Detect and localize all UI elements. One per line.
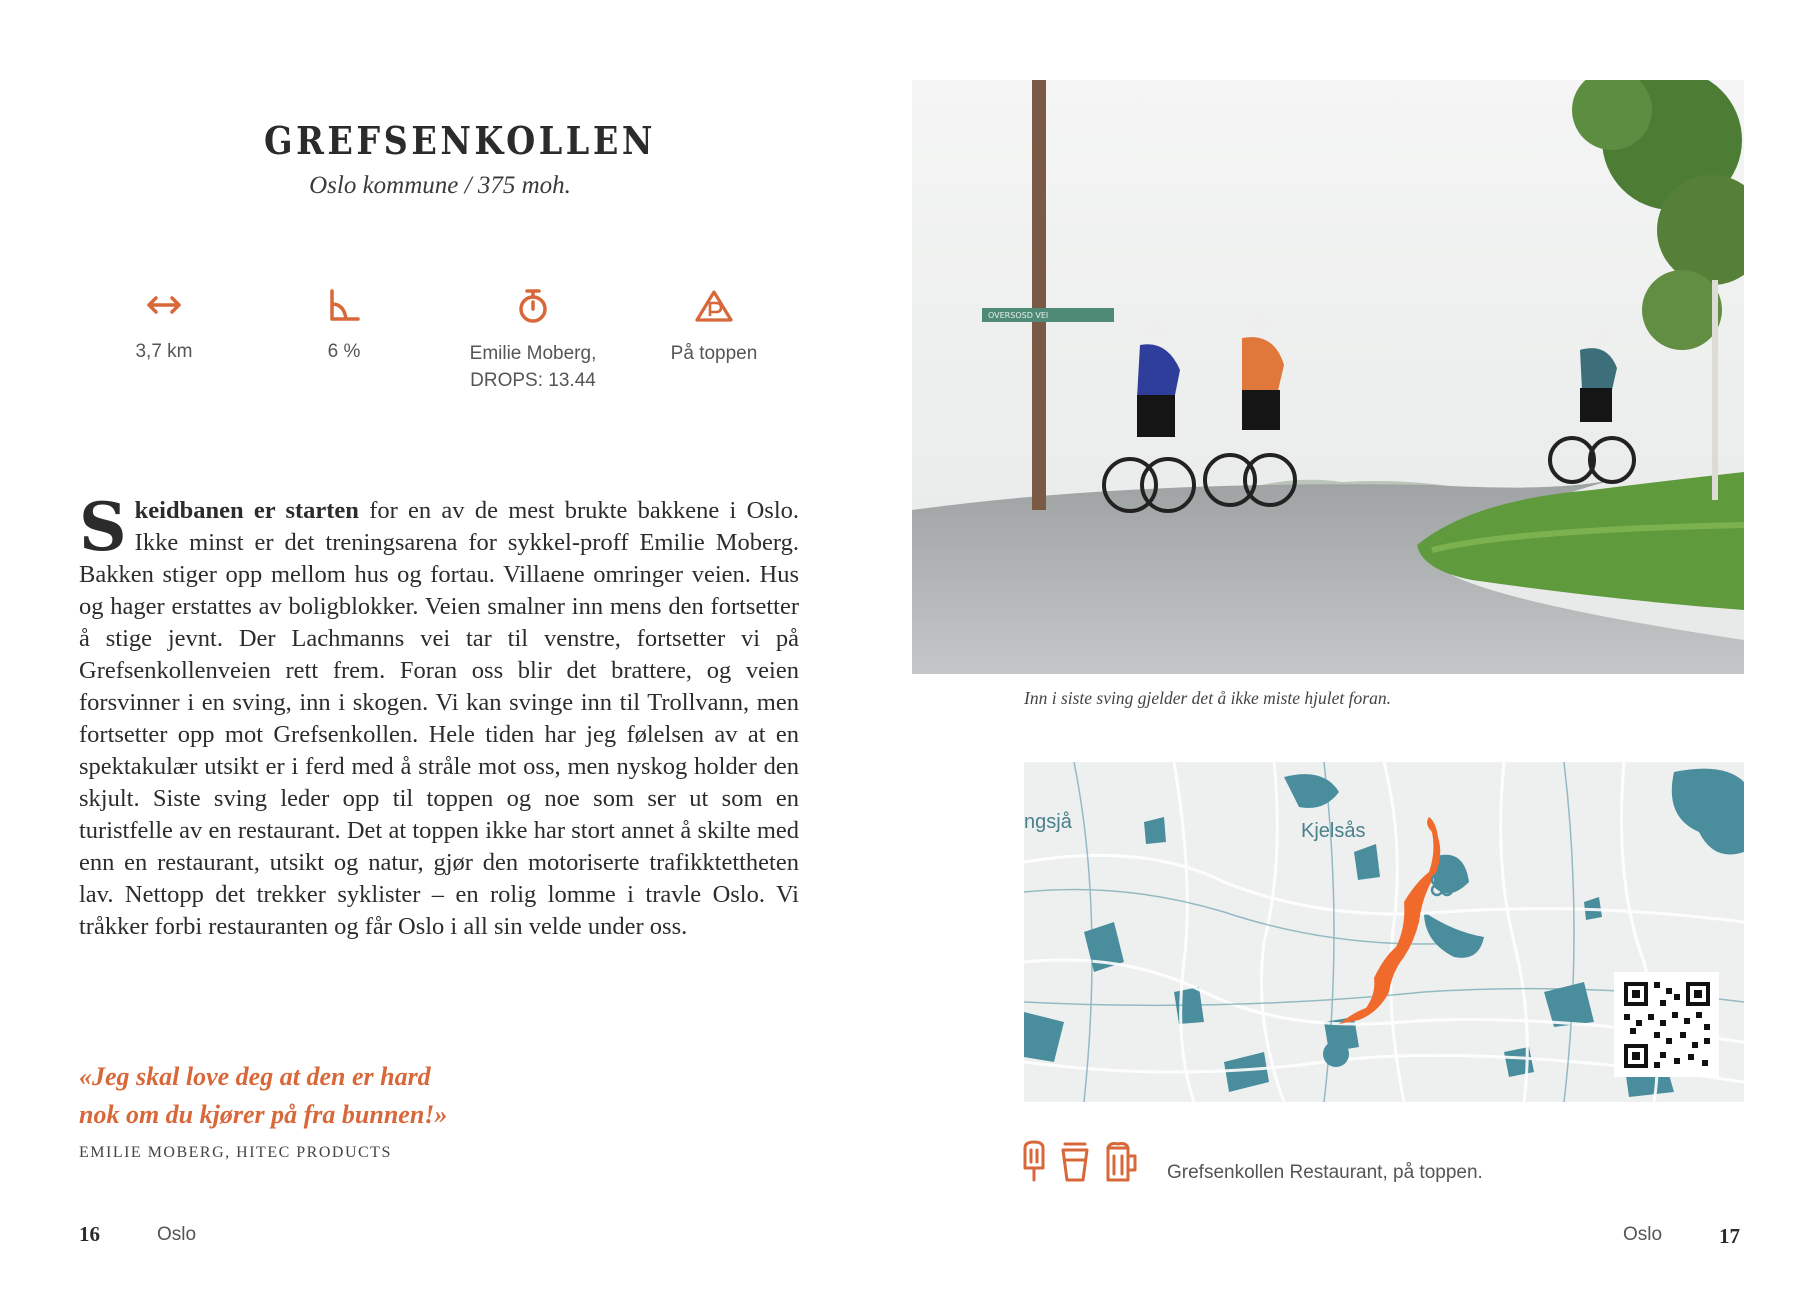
gradient-angle-icon [324, 288, 364, 322]
stat-distance-value: 3,7 km [135, 341, 193, 362]
amenity-text: Grefsenkollen Restaurant, på toppen. [1167, 1162, 1483, 1183]
section-label-left: Oslo [157, 1224, 197, 1245]
ice-cream-icon [1025, 1142, 1043, 1180]
pull-quote-line-2: nok om du kjører på fra bunnen!» [79, 1100, 448, 1129]
stat-gradient [259, 288, 429, 365]
page-number-right: 17 [1719, 1224, 1740, 1248]
stat-gradient-value: 6 % [327, 341, 361, 362]
article-text: for en av de mest brukte bakkene i Oslo. Ikke minst er det treningsarena for sykkel-proff Emilie Moberg. Bakken stiger opp mellom hus og fortau. Villaene omringer veien. Hus og hager erstattes av boligblokker. Veien smalner inn mens den fortsetter å stige jevnt. Der Lachmanns vei tar til venstre, fortsetter vi på Grefsenkollenveien rett frem. Foran oss blir det brattere, og veien forsvinner i en sving, inn i skogen. Vi kan svinge inn til Trollvann, men fortsetter opp mot Grefsenkollen. Hele tiden har jeg følelsen av at en spektakulær utsikt er i ferd med å stråle mot oss, men nyskog holder den skjult. Siste sving leder opp til toppen og noe som ser ut som en turistfelle av en restaurant. Det at toppen ikke har stort annet å skilte med enn en restaurant, utsikt og natur, gjør den motoriserte trafikktettheten lav. Nettopp det trekker syklister – en rolig lomme i travle Oslo. Vi tråkker forbi restauranten og får Oslo i all sin velde under oss. [79, 497, 799, 940]
coffee-cup-icon [1063, 1144, 1087, 1180]
page-subtitle: Oslo kommune / 375 moh. [309, 172, 571, 199]
route-map [1024, 762, 1744, 1102]
stat-parking-value: På toppen [670, 343, 758, 364]
beer-mug-icon [1108, 1144, 1135, 1181]
distance-arrows-icon [144, 288, 184, 322]
stat-distance [79, 288, 249, 365]
quote-attribution: EMILIE MOBERG, HITEC PRODUCTS [79, 1144, 392, 1161]
map-label-kjelsas: Kjelsås [1301, 820, 1366, 842]
stat-record-holder: Emilie Moberg, [469, 343, 597, 364]
map-label-left: ngsjå [1024, 811, 1072, 833]
page-number-left: 16 [79, 1222, 100, 1246]
qr-code [1614, 972, 1719, 1077]
amenity-icons [1020, 1140, 1150, 1189]
page-title: GREFSENKOLLEN [264, 118, 656, 163]
pull-quote-line-1: «Jeg skal love deg at den er hard [79, 1062, 431, 1091]
stat-record [448, 288, 618, 394]
photo-caption: Inn i siste sving gjelder det å ikke miste hjulet foran. [1024, 688, 1391, 708]
parking-sign-icon [694, 288, 734, 324]
street-sign-text: OVERSOSD VEI [988, 311, 1049, 320]
drop-cap: S [79, 488, 127, 566]
article-lead: keidbanen er starten [134, 497, 359, 524]
stat-record-time: DROPS: 13.44 [470, 370, 596, 391]
pull-quote [79, 1058, 559, 1134]
stat-parking [629, 288, 799, 367]
cyclists-photo [912, 80, 1744, 674]
article-body [79, 488, 799, 943]
section-label-right: Oslo [1623, 1224, 1663, 1245]
stopwatch-icon [513, 288, 553, 324]
